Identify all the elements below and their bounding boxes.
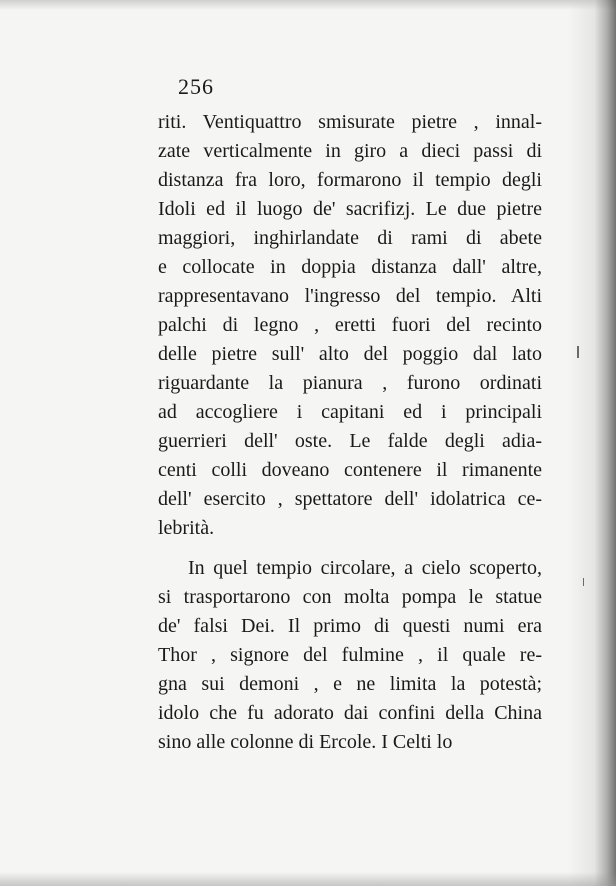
margin-speck — [577, 346, 579, 358]
text-line: idolo che fu adorato dai confini della China — [158, 702, 542, 724]
paragraph-gap — [158, 543, 542, 554]
text-line: centi colli doveano contenere il rimanente — [158, 459, 542, 481]
text-line: Idoli ed il luogo de' sacrifizj. Le due pietre — [158, 198, 542, 220]
page-number: 256 — [178, 74, 214, 99]
text-line: zate verticalmente in giro a dieci passi di — [158, 140, 542, 162]
text-line: si trasportarono con molta pompa le statue — [158, 586, 542, 608]
text-line: riti. Ventiquattro smisurate pietre , innal- — [158, 111, 542, 133]
text-line: palchi di legno , eretti fuori del recinto — [158, 314, 542, 336]
page-binding-shadow — [568, 0, 616, 886]
text-line: ad accogliere i capitani ed i principali — [158, 401, 542, 423]
page-top-shadow — [0, 0, 616, 10]
margin-speck — [583, 578, 584, 586]
text-line: rappresentavano l'ingresso del tempio. Alti — [158, 285, 542, 307]
text-line: riguardante la pianura , furono ordinati — [158, 372, 542, 394]
text-line: dell' esercito , spettatore dell' idolatrica ce- — [158, 488, 542, 510]
text-line: sino alle colonne di Ercole. I Celti lo — [158, 731, 453, 753]
text-line: gna sui demoni , e ne limita la potestà; — [158, 673, 542, 695]
text-line: delle pietre sull' alto del poggio dal lato — [158, 343, 542, 365]
text-line: Thor , signore del fulmine , il quale re- — [158, 644, 542, 666]
text-line: lebrità. — [158, 517, 215, 539]
body-text — [158, 108, 542, 757]
text-line: maggiori, inghirlandate di rami di abete — [158, 227, 542, 249]
text-line: distanza fra loro, formarono il tempio degli — [158, 169, 542, 191]
text-line: guerrieri dell' oste. Le falde degli adia- — [158, 430, 542, 452]
text-line: In quel tempio circolare, a cielo scoperto, — [188, 557, 542, 579]
page-bottom-shadow — [0, 872, 616, 886]
text-line: e collocate in doppia distanza dall' altre, — [158, 256, 542, 278]
text-line: de' falsi Dei. Il primo di questi numi era — [158, 615, 542, 637]
